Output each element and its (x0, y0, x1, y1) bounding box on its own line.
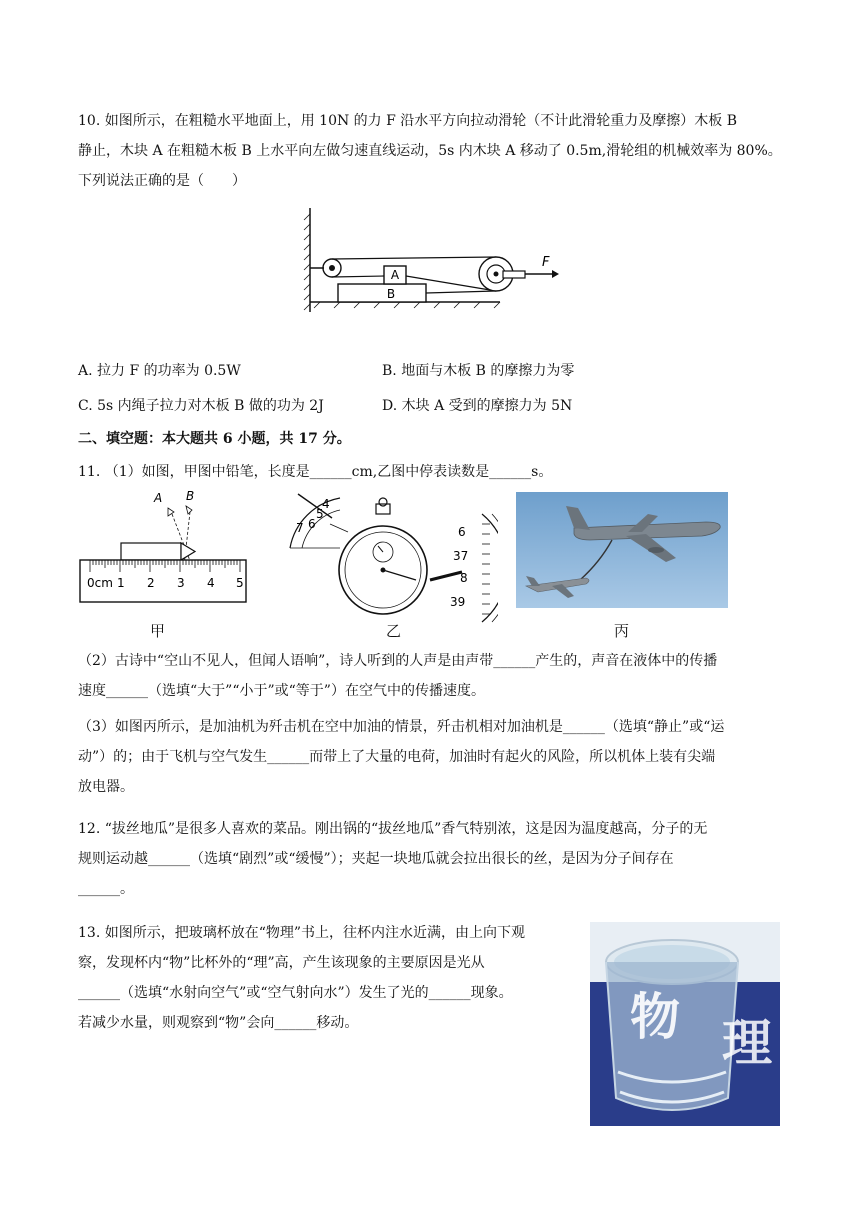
eye-b-icon (186, 506, 192, 514)
label-a: A (390, 268, 400, 282)
ruler-tick-0: 0cm (87, 576, 113, 590)
q11-part-2 (78, 646, 778, 706)
section-2-heading: 二、填空题：本大题共 6 小题，共 17 分。 (78, 431, 351, 447)
big-dial-6: 6 (458, 525, 466, 539)
q13-line-2: 察，发现杯内“物”比杯外的“理”高，产生该现象的主要原因是光从 (78, 955, 485, 971)
small-dial-6: 6 (308, 517, 316, 531)
q11-p3-line-2: 动”）的；由于飞机与空气发生______而带上了大量的电荷，加油时有起火的风险，所以机体上装有尖端 (78, 749, 716, 765)
glass-on-book-photo (590, 922, 780, 1126)
q13-line-1: 13. 如图所示，把玻璃杯放在“物理”书上，往杯内注水近满，由上向下观 (78, 925, 526, 941)
ruler-label-a: A (154, 491, 163, 505)
q12-line-2: 规则运动越______（选填“剧烈”或“缓慢”）；夹起一块地瓜就会拉出很长的丝，是因为分子间存在 (78, 851, 674, 867)
small-dial-7: 7 (296, 521, 304, 535)
board-b (338, 284, 426, 302)
q12-line-1: 12. “拔丝地瓜”是很多人喜欢的菜品。刚出锅的“拔丝地瓜”香气特别浓，这是因为温度越高，分子的无 (78, 821, 708, 837)
ruler-tick-1: 1 (117, 576, 125, 590)
char-li: 理 (722, 1014, 772, 1072)
small-dial-5: 5 (316, 507, 324, 521)
refueling-photo (516, 492, 728, 608)
q10-option-a: A. 拉力 F 的功率为 0.5W (78, 363, 241, 379)
question-13 (78, 918, 578, 1038)
q11-p3-line-3: 放电器。 (78, 779, 134, 795)
pencil (121, 543, 181, 560)
ruler-tick-2: 2 (147, 576, 155, 590)
q10-line-3: 下列说法正确的是（ ） (78, 173, 246, 189)
char-wu: 物 (630, 988, 680, 1046)
ruler-label-b: B (186, 489, 195, 503)
q10-option-d: D. 木块 A 受到的摩擦力为 5N (382, 398, 573, 414)
big-dial-8: 8 (460, 571, 468, 585)
big-dial-39: 39 (450, 595, 466, 609)
q10-option-b: B. 地面与木板 B 的摩擦力为零 (382, 363, 575, 379)
q10-line-1: 10. 如图所示，在粗糙水平地面上，用 10N 的力 F 沿水平方向拉动滑轮（不计此滑轮重力及摩擦）木板 B (78, 113, 738, 129)
label-f: F (542, 255, 550, 270)
q11-p2-line-2: 速度______（选填“大于”“小于”或“等于”）在空气中的传播速度。 (78, 683, 485, 699)
q13-line-4: 若减少水量，则观察到“物”会向______移动。 (78, 1015, 359, 1031)
caption-bing: 丙 (614, 622, 630, 640)
ruler-figure (78, 488, 253, 604)
question-10 (78, 106, 782, 196)
label-b: B (386, 287, 396, 301)
ruler-tick-3: 3 (177, 576, 185, 590)
q13-line-3: ______（选填“水射向空气”或“空气射向水”）发生了光的______现象。 (78, 985, 513, 1001)
q11-p2-line-1: （2）古诗中“空山不见人，但闻人语响”，诗人听到的人声是由声带______产生的，声音在液体中的传播 (78, 653, 718, 669)
stopwatch-figure (286, 490, 498, 624)
caption-jia: 甲 (150, 622, 166, 640)
q11-line-1: 11. （1）如图，甲图中铅笔，长度是______cm,乙图中停表读数是______s。 (78, 464, 553, 480)
q10-pulley-figure (300, 206, 560, 318)
q10-option-c: C. 5s 内绳子拉力对木板 B 做的功为 2J (78, 398, 324, 414)
eye-a-icon (168, 508, 174, 516)
ruler-tick-5: 5 (236, 576, 244, 590)
small-dial-4: 4 (322, 497, 330, 511)
q11-part-3 (78, 712, 778, 802)
caption-yi: 乙 (386, 622, 402, 640)
q12-line-3: ______。 (78, 881, 134, 897)
question-12 (78, 814, 778, 904)
ruler-tick-4: 4 (207, 576, 215, 590)
q10-line-2: 静止，木块 A 在粗糙木板 B 上水平向左做匀速直线运动，5s 内木块 A 移动了 0.5m,滑轮组的机械效率为 80%。 (78, 143, 782, 159)
q11-p3-line-1: （3）如图丙所示，是加油机为歼击机在空中加油的情景，歼击机相对加油机是______（选填“静止”或“运 (78, 719, 725, 735)
big-dial-37: 37 (453, 549, 469, 563)
